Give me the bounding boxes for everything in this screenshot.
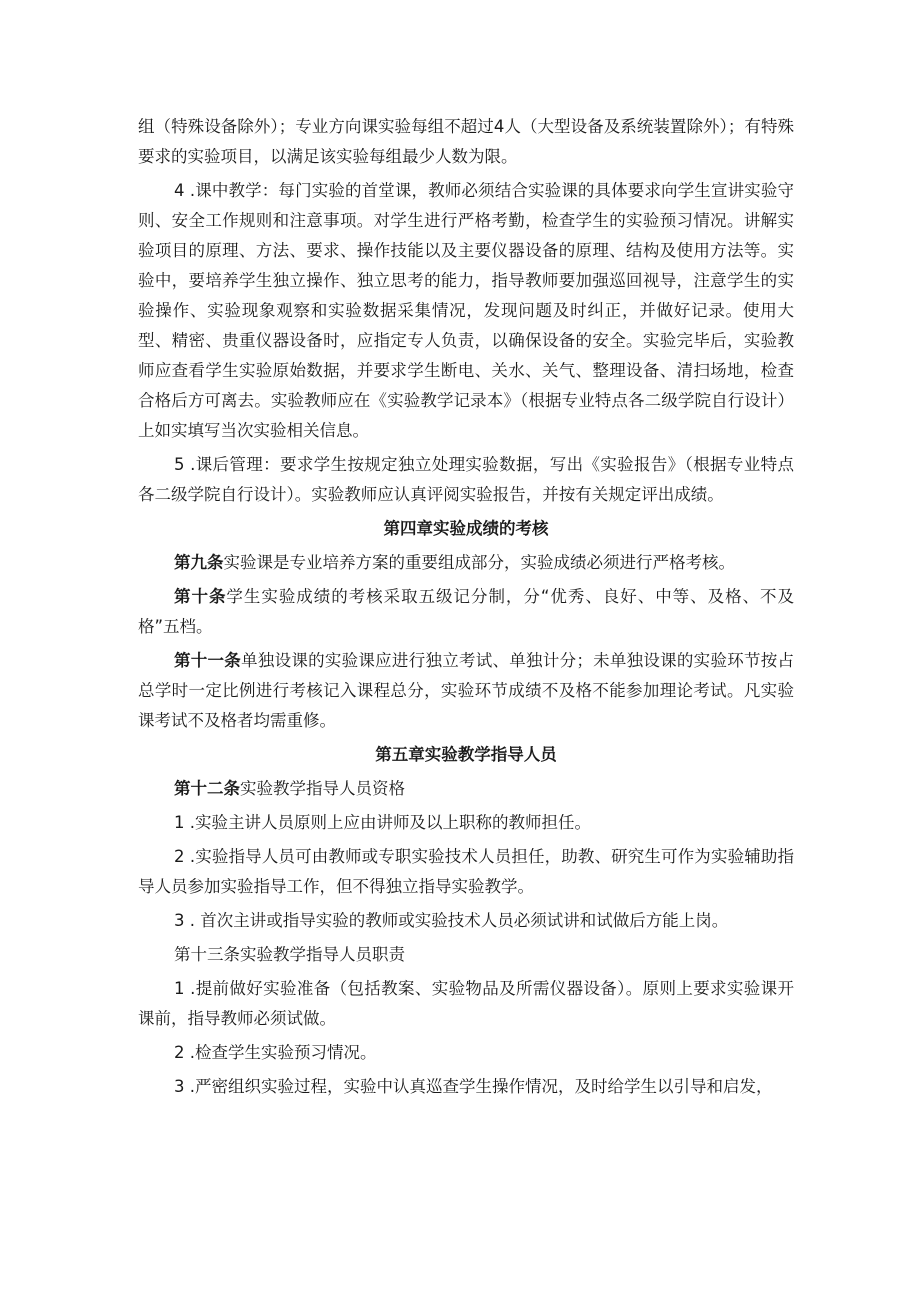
article-11-number: 第十一条 [174,651,242,670]
paragraph-group-size: 组（特殊设备除外）；专业方向课实验每组不超过4人（大型设备及系统装置除外）；有特殊要求的实验项目，以满足该实验每组最少人数为限。 [138,117,794,166]
article-10-number: 第十条 [174,587,227,606]
article-12-text: 实验教学指导人员资格 [240,779,405,798]
article-12-item-1: 1 .实验主讲人员原则上应由讲师及以上职称的教师担任。 [174,813,591,832]
article-13-item-3: 3 .严密组织实验过程，实验中认真巡查学生操作情况，及时给学生以引导和启发， [174,1077,773,1096]
article-9-number: 第九条 [174,553,224,572]
article-10 [138,582,794,642]
article-10-text: 学生实验成绩的考核采取五级记分制，分“优秀、良好、中等、及格、不及格”五档。 [138,587,794,636]
article-13: 第十三条实验教学指导人员职责 [174,945,405,964]
article-9-text: 实验课是专业培养方案的重要组成部分，实验成绩必须进行严格考核。 [223,553,735,572]
chapter-5-title: 第五章实验教学指导人员 [375,745,557,764]
article-12-number: 第十二条 [174,779,240,798]
article-12-item-3: 3 . 首次主讲或指导实验的教师或实验技术人员必须试讲和试做后方能上岗。 [174,911,729,930]
article-13-item-2: 2 .检查学生实验预习情况。 [174,1043,377,1062]
article-12-item-2: 2 .实验指导人员可由教师或专职实验技术人员担任，助教、研究生可作为实验辅助指导人员参加实验指导工作，但不得独立指导实验教学。 [138,847,794,896]
paragraph-after-class: 5 .课后管理：要求学生按规定独立处理实验数据，写出《实验报告》（根据专业特点各二级学院自行设计）。实验教师应认真评阅实验报告，并按有关规定评出成绩。 [138,455,794,504]
article-12 [138,774,794,804]
paragraph-in-class-teaching: 4 .课中教学：每门实验的首堂课，教师必须结合实验课的具体要求向学生宣讲实验守则、安全工作规则和注意事项。对学生进行严格考勤，检查学生的实验预习情况。讲解实验项目的原理、方法、要求、操作技能以及主要仪器设备的原理、结构及使用方法等。实验中，要培养学生独立操作、独立思考的能力，指导教师要加强巡回视导，注意学生的实验操作、实验现象观察和实验数据采集情况，发现问题及时纠正，并做好记录。使用大型、精密、贵重仪器设备时，应指定专人负责，以确保设备的安全。实验完毕后，实验教师应查看学生实验原始数据，并要求学生断电、关水、关气、整理设备、清扫场地，检查合格后方可离去。实验教师应在《实验教学记录本》（根据专业特点各二级学院自行设计）上如实填写当次实验相关信息。 [138,181,794,440]
article-11-text: 单独设课的实验课应进行独立考试、单独计分；未单独设课的实验环节按占总学时一定比例进行考核记入课程总分，实验环节成绩不及格不能参加理论考试。凡实验课考试不及格者均需重修。 [138,651,795,730]
article-11 [138,646,794,736]
article-9 [138,548,794,578]
article-13-item-1: 1 .提前做好实验准备（包括教案、实验物品及所需仪器设备）。原则上要求实验课开课前，指导教师必须试做。 [138,979,794,1028]
chapter-4-title: 第四章实验成绩的考核 [383,519,549,538]
document-page [138,112,794,1106]
